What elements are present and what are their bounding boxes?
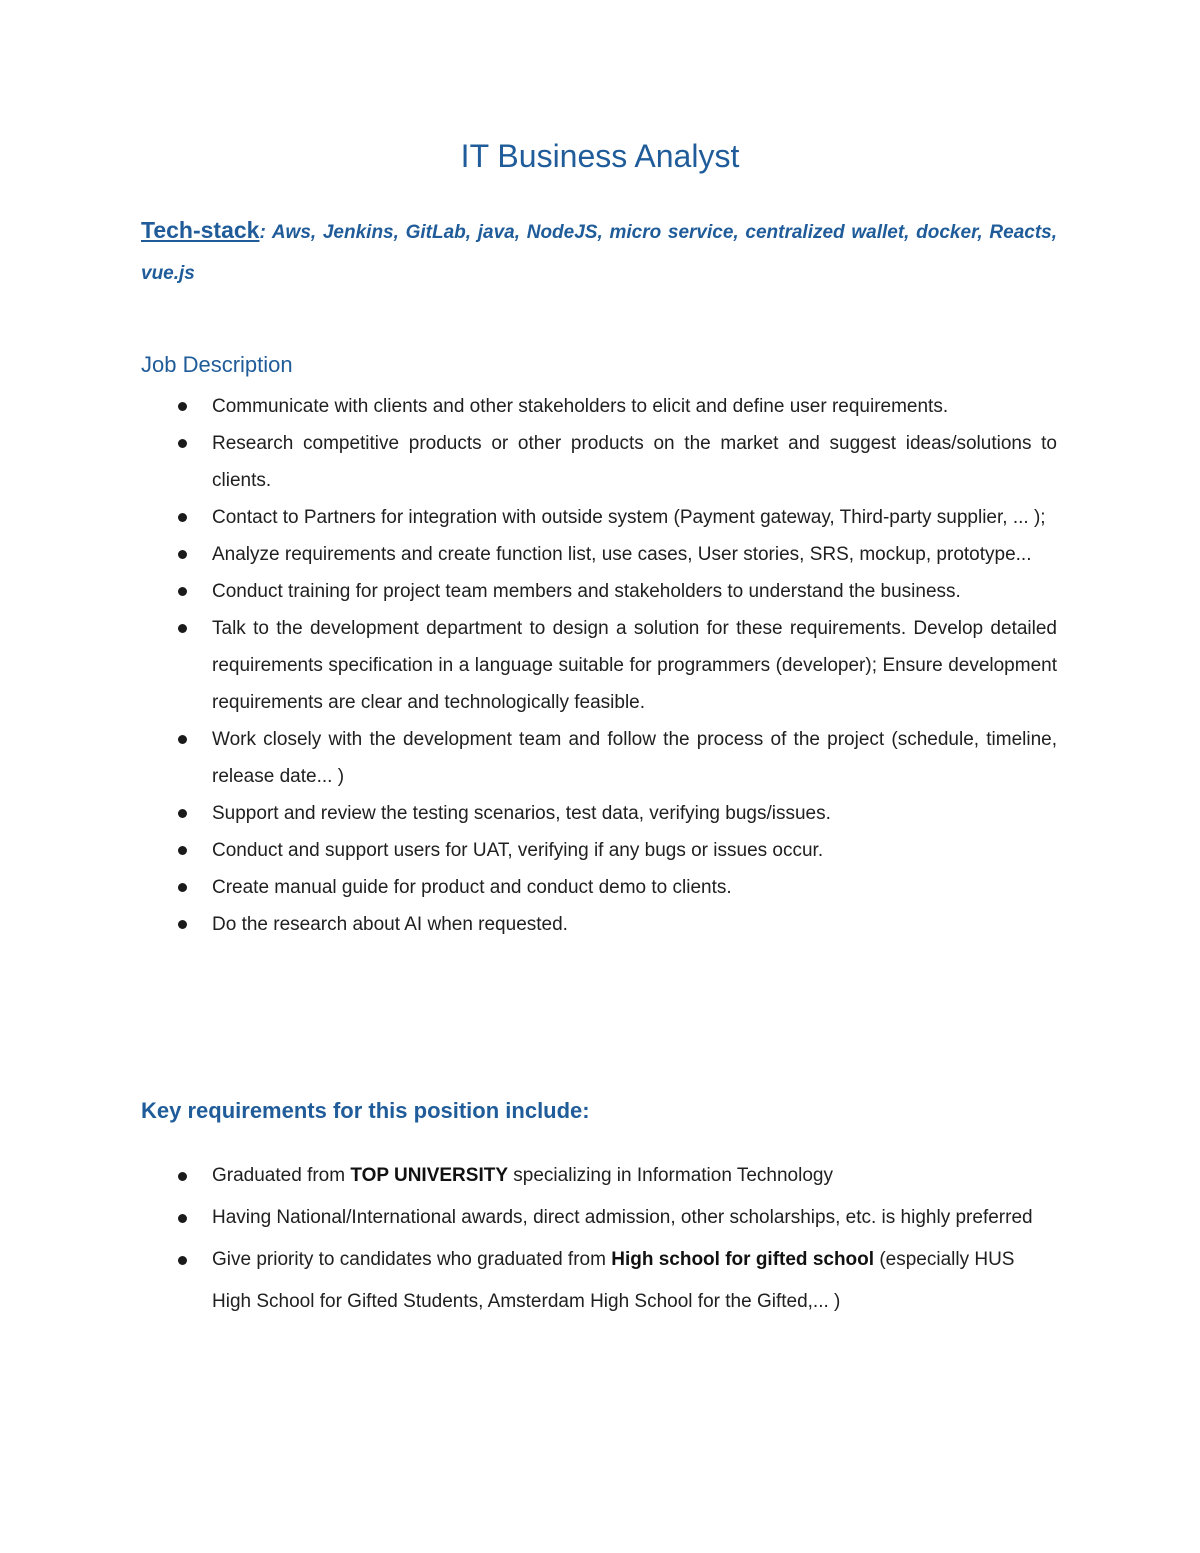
job-description-heading: Job Description	[141, 352, 293, 377]
list-item	[141, 832, 1057, 869]
bullet-icon	[178, 1214, 187, 1223]
text-after: (especially HUS High School for Gifted Students, Amsterdam High School for the Gifted,... )	[212, 1249, 1015, 1312]
list-item	[141, 388, 1057, 425]
page-title: IT Business Analyst	[460, 138, 740, 174]
bullet-icon	[178, 846, 187, 855]
list-item	[141, 869, 1057, 906]
key-requirements-list	[141, 1155, 1057, 1323]
bullet-icon	[178, 402, 187, 411]
bullet-icon	[178, 587, 187, 596]
list-item-text: Support and review the testing scenarios, test data, verifying bugs/issues.	[212, 803, 831, 824]
bullet-icon	[178, 1172, 187, 1181]
list-item-text: Contact to Partners for integration with outside system (Payment gateway, Third-party supplier, ... );	[212, 507, 1046, 528]
list-item	[141, 573, 1057, 610]
job-description-list	[141, 388, 1057, 943]
list-item-text: Conduct and support users for UAT, verifying if any bugs or issues occur.	[212, 840, 824, 861]
list-item	[141, 906, 1057, 943]
tech-stack-items: Aws, Jenkins, GitLab, java, NodeJS, micro service, centralized wallet, docker, Reacts, vue.js	[141, 222, 1057, 284]
list-item-text: Do the research about AI when requested.	[212, 914, 568, 935]
list-item-text: Communicate with clients and other stakeholders to elicit and define user requirements.	[212, 396, 949, 417]
tech-stack-line	[141, 210, 1057, 294]
bullet-icon	[178, 513, 187, 522]
list-item	[141, 499, 1057, 536]
bullet-icon	[178, 1256, 187, 1265]
bullet-icon	[178, 920, 187, 929]
bullet-icon	[178, 735, 187, 744]
tech-stack-label: Tech-stack	[141, 217, 260, 243]
bullet-icon	[178, 439, 187, 448]
text-before: Graduated from	[212, 1165, 351, 1186]
list-item	[141, 1239, 1057, 1323]
list-item-text: Research competitive products or other products on the market and suggest ideas/solutions to clients.	[212, 433, 1057, 491]
list-item-text: Analyze requirements and create function list, use cases, User stories, SRS, mockup, prototype...	[212, 544, 1032, 565]
list-item-text: Talk to the development department to design a solution for these requirements. Develop detailed requirements specification in a language suitable for programmers (developer); Ensure development requirements are clear and technologically feasible.	[212, 618, 1057, 713]
list-item	[141, 1155, 1057, 1197]
list-item	[141, 536, 1057, 573]
list-item	[141, 610, 1057, 721]
list-item	[141, 795, 1057, 832]
list-item	[141, 1197, 1057, 1239]
tech-stack-separator: :	[259, 222, 266, 243]
bullet-icon	[178, 624, 187, 633]
key-requirements-heading: Key requirements for this position include:	[141, 1098, 590, 1123]
bullet-icon	[178, 883, 187, 892]
list-item-text: Create manual guide for product and conduct demo to clients.	[212, 877, 732, 898]
bullet-icon	[178, 550, 187, 559]
list-item-text: Having National/International awards, direct admission, other scholarships, etc. is highly preferred	[212, 1207, 1033, 1228]
list-item-text	[212, 1249, 1014, 1312]
list-item-text: Work closely with the development team and follow the process of the project (schedule, timeline, release date... )	[212, 729, 1057, 787]
list-item	[141, 721, 1057, 795]
list-item	[141, 425, 1057, 499]
text-after: specializing in Information Technology	[508, 1165, 833, 1186]
bullet-icon	[178, 809, 187, 818]
list-item-text: Conduct training for project team members and stakeholders to understand the business.	[212, 581, 961, 602]
emphasis-text: High school for gifted school	[611, 1249, 875, 1270]
emphasis-text: TOP UNIVERSITY	[350, 1165, 509, 1186]
text-before: Give priority to candidates who graduated from	[212, 1249, 612, 1270]
list-item-text	[212, 1165, 833, 1186]
